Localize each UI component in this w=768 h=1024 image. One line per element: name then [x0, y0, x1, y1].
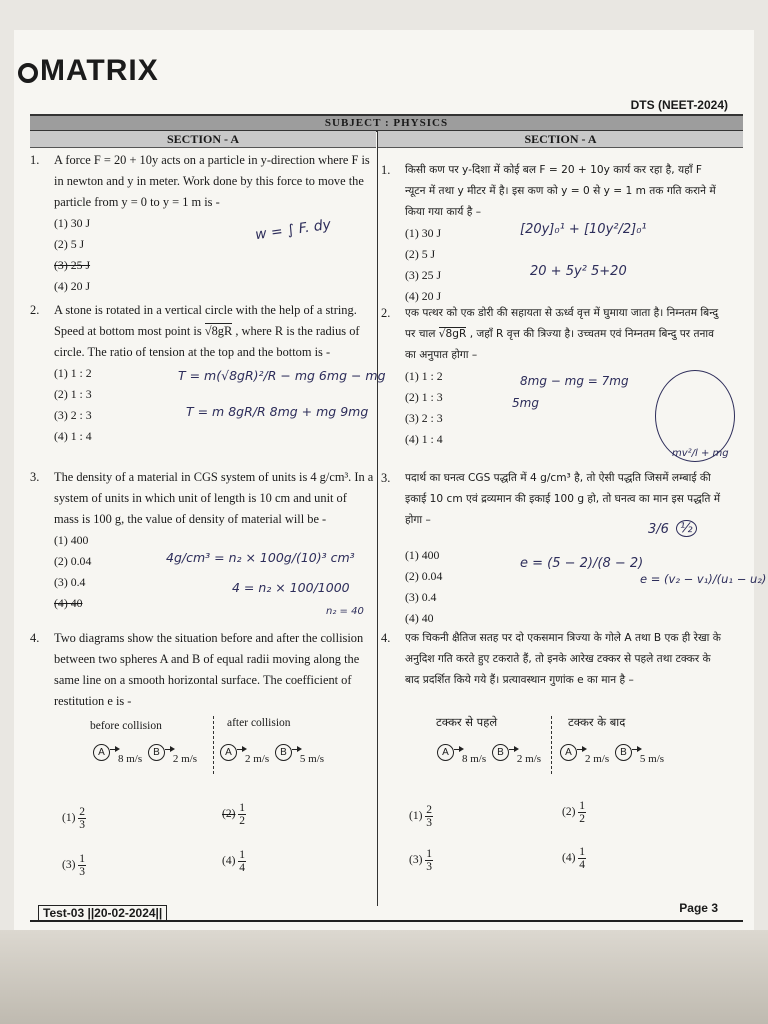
section-heading-right: SECTION - A: [378, 131, 743, 148]
handwritten-note: T = m(√8gR)²/R − mg 6mg − mg: [178, 368, 386, 383]
diagram-divider: [213, 716, 214, 774]
question-number: 3.: [30, 470, 40, 484]
speed-label: 2 m/s: [245, 753, 270, 765]
handwritten-note: e = (v₂ − v₁)/(u₁ − u₂): [640, 572, 767, 586]
option: (2) 1 : 3: [54, 387, 92, 401]
arrow-right-icon: [454, 749, 462, 750]
gear-logo-icon: [18, 63, 38, 83]
option: (4) 1 : 4: [405, 432, 443, 446]
speed-label: 8 m/s: [462, 753, 487, 765]
question-text: A stone is rotated in a vertical circle with the help of a string. Speed at bottom most point is √8gR , where R is the radius of circle. The ratio of tension at the top and the bottom is -: [54, 303, 360, 359]
arrow-right-icon: [110, 749, 118, 750]
handwritten-note: [20y]₀¹ + [10y²/2]₀¹: [520, 222, 647, 237]
after-collision-label: after collision: [227, 717, 291, 729]
option: (4) 20 J: [405, 289, 442, 303]
handwritten-note: 3/6: [648, 522, 669, 537]
option: (1) 400: [54, 533, 89, 547]
diagram-divider: [551, 716, 552, 774]
option: (1) 30 J: [405, 226, 442, 240]
handwritten-note: 4 = n₂ × 100/1000: [232, 580, 350, 595]
option: (1) 1 : 2: [405, 369, 443, 383]
option: (3) 0.4: [405, 590, 437, 604]
option: (2) 5 J: [54, 237, 85, 251]
question-text: एक चिकनी क्षैतिज सतह पर दो एकसमान त्रिज्या के गोले A तथा B एक ही रेखा के अनुदिश गति करते हुए टकराते हैं, तो इनके आरेख टक्कर से पहले तथा टक्कर के बाद प्रदर्शित किये गये हैं। प्रत्यावस्थान गुणांक e का मान है –: [405, 632, 721, 686]
option-marked: (3) 25 J: [54, 258, 91, 272]
question-4-en: [30, 628, 374, 712]
option-2-fraction: (2) $\frac{1}{2}$: [222, 802, 246, 827]
before-collision-label-hi: टक्कर से पहले: [436, 715, 498, 729]
before-collision-diagram: [93, 744, 198, 765]
option: (1) 30 J: [54, 216, 91, 230]
speed-label: 2 m/s: [172, 753, 198, 765]
footer-rule: [30, 920, 743, 922]
before-collision-diagram-hi: [437, 744, 542, 765]
matrix-logo: MATRIX: [18, 54, 159, 88]
arrow-right-icon: [509, 749, 517, 750]
handwritten-note: ½: [676, 520, 697, 537]
speed-label: 5 m/s: [299, 753, 325, 765]
option-4-fraction: (4) $\frac{1}{4}$: [222, 849, 246, 874]
speed-label: 2 m/s: [516, 753, 542, 765]
question-4-hi: [381, 628, 721, 691]
question-3-hi: [381, 468, 721, 629]
question-number: 3.: [381, 471, 391, 485]
sqrt-expression: √8gR: [204, 324, 233, 338]
after-collision-label-hi: टक्कर के बाद: [568, 715, 626, 729]
handwritten-note: 8mg − mg = 7mg: [520, 374, 629, 388]
subject-bar: SUBJECT : PHYSICS: [30, 114, 743, 132]
speed-label: 8 m/s: [118, 753, 143, 765]
sphere-b: B: [492, 744, 509, 761]
option: (3) 2 : 3: [405, 411, 443, 425]
question-text: Two diagrams show the situation before and after the collision between two spheres A and B of equal radii moving along the same line on a smooth horizontal surface. The coefficient of restitution e is -: [54, 631, 364, 708]
arrow-right-icon: [577, 749, 585, 750]
option: (3) 0.4: [54, 575, 86, 589]
option: (4) 1 : 4: [54, 429, 92, 443]
question-number: 1.: [30, 153, 40, 167]
sphere-b: B: [275, 744, 292, 761]
option: (2) 0.04: [54, 554, 92, 568]
question-text: किसी कण पर y-दिशा में कोई बल F = 20 + 10y कार्य कर रहा है, यहाँ F न्यूटन में तथा y मीटर में है। इस कण को y = 0 से y = 1 m तक गति कराने में किया गया कार्य है –: [405, 164, 716, 218]
option-3-fraction: (3) $\frac{1}{3}$: [62, 853, 86, 878]
handwritten-note: 20 + 5y² 5+20: [530, 264, 627, 279]
sphere-a: A: [437, 744, 454, 761]
option: (3) 25 J: [405, 268, 442, 282]
arrow-right-icon: [632, 749, 640, 750]
option-1-fraction-hi: (1) $\frac{2}{3}$: [409, 804, 433, 829]
question-text: पदार्थ का घनत्व CGS पद्धति में 4 g/cm³ है, तो ऐसी पद्धति जिसमें लम्बाई की इकाई 10 cm एवं द्रव्यमान की इकाई 100 g हो, तो घनत्व का मान इस पद्धति में होगा –: [405, 472, 721, 526]
handwritten-note: 5mg: [512, 396, 539, 410]
question-text: एक पत्थर को एक डोरी की सहायता से ऊर्ध्व वृत्त में घुमाया जाता है। निम्नतम बिन्दु पर चाल √8gR , जहाँ R वृत्त की त्रिज्या है। उच्चतम एवं निम्नतम बिन्दु पर तनाव का अनुपात होगा –: [405, 307, 719, 361]
photo-background: [0, 930, 768, 1024]
after-collision-diagram-hi: [560, 744, 665, 765]
column-divider: [377, 131, 378, 906]
section-heading-left: SECTION - A: [30, 131, 376, 148]
handwritten-note: mv²/l + mg: [672, 448, 729, 459]
question-number: 4.: [30, 631, 40, 645]
handwritten-note: n₂ = 40: [326, 606, 364, 617]
speed-label: 2 m/s: [585, 753, 610, 765]
option: (2) 0.04: [405, 569, 443, 583]
question-number: 1.: [381, 163, 391, 177]
option: (1) 400: [405, 548, 440, 562]
handwritten-note: e = (5 − 2)/(8 − 2): [520, 556, 644, 571]
handwritten-note: 4g/cm³ = n₂ × 100g/(10)³ cm³: [166, 550, 355, 565]
arrow-right-icon: [237, 749, 245, 750]
question-number: 4.: [381, 631, 391, 645]
option-marked: (4) 40: [54, 596, 83, 610]
sqrt-expression: √8gR: [438, 328, 467, 340]
sphere-a: A: [220, 744, 237, 761]
page-number: Page 3: [679, 901, 718, 915]
question-text: A force F = 20 + 10y acts on a particle in y-direction where F is in newton and y in meter. Work done by this force to move the particle from y = 0 to y = 1 m is -: [54, 153, 370, 209]
question-text: The density of a material in CGS system of units is 4 g/cm³. In a system of units in which unit of length is 10 cm and unit of mass is 100 g, the value of density of material will be -: [54, 470, 374, 526]
exam-code: DTS (NEET-2024): [630, 98, 728, 112]
arrow-right-icon: [165, 749, 173, 750]
sphere-b: B: [615, 744, 632, 761]
option-2-fraction-hi: (2) $\frac{1}{2}$: [562, 800, 586, 825]
option: (4) 20 J: [54, 279, 91, 293]
sphere-a: A: [560, 744, 577, 761]
option-1-fraction: (1) $\frac{2}{3}$: [62, 806, 86, 831]
handwritten-note: w = ∫ F. dy: [254, 216, 332, 244]
option-3-fraction-hi: (3) $\frac{1}{3}$: [409, 848, 433, 873]
option: (2) 1 : 3: [405, 390, 443, 404]
option: (2) 5 J: [405, 247, 436, 261]
speed-label: 5 m/s: [639, 753, 665, 765]
option-4-fraction-hi: (4) $\frac{1}{4}$: [562, 846, 586, 871]
option: (4) 40: [405, 611, 434, 625]
handwritten-note: T = m 8gR/R 8mg + mg 9mg: [186, 404, 369, 419]
after-collision-diagram: [220, 744, 325, 765]
question-number: 2.: [381, 306, 391, 320]
sphere-b: B: [148, 744, 165, 761]
question-number: 2.: [30, 303, 40, 317]
arrow-right-icon: [292, 749, 300, 750]
option: (3) 2 : 3: [54, 408, 92, 422]
option: (1) 1 : 2: [54, 366, 92, 380]
before-collision-label: before collision: [90, 720, 162, 732]
sphere-a: A: [93, 744, 110, 761]
test-label: Test-03 ||20-02-2024||: [38, 905, 167, 921]
